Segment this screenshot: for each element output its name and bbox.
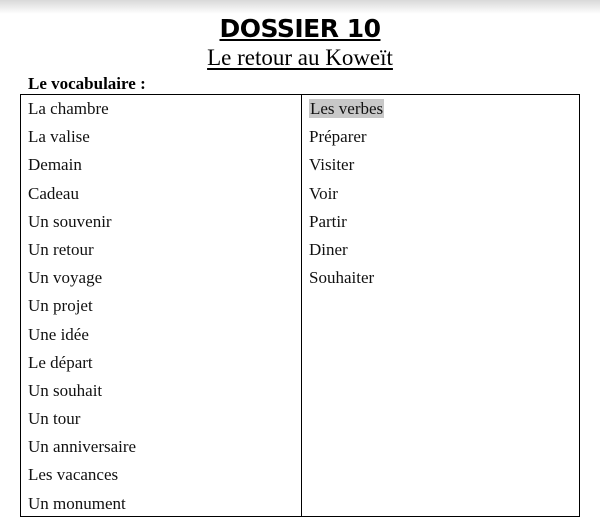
nouns-column xyxy=(21,95,302,516)
list-item: Un souvenir xyxy=(28,211,112,231)
list-item: Un projet xyxy=(28,296,93,316)
page-top-shadow xyxy=(0,0,600,14)
verbs-header-item xyxy=(309,97,579,125)
list-item: Préparer xyxy=(309,127,367,147)
list-item: Un tour xyxy=(28,409,81,429)
list-item: Souhaiter xyxy=(309,268,375,288)
vocabulary-table xyxy=(20,94,580,517)
dossier-title: DOSSIER 10 xyxy=(219,14,381,43)
list-item: Une idée xyxy=(28,324,89,344)
list-item: Voir xyxy=(309,183,338,203)
list-item: Demain xyxy=(28,155,82,175)
lesson-subtitle: Le retour au Koweït xyxy=(207,45,393,70)
list-item: La valise xyxy=(28,127,90,147)
list-item: Partir xyxy=(309,211,347,231)
list-item: Diner xyxy=(309,239,348,259)
list-item: Un anniversaire xyxy=(28,437,137,457)
verbs-header-highlight: Les verbes xyxy=(310,99,384,118)
verbs-column xyxy=(302,95,579,516)
list-item: Un voyage xyxy=(28,268,103,288)
list-item: La chambre xyxy=(28,99,109,118)
list-item: Un souhait xyxy=(28,380,103,400)
verbs-list xyxy=(309,95,579,294)
nouns-list xyxy=(28,95,301,520)
list-item: Un monument xyxy=(28,493,126,513)
vocabulary-section-label: Le vocabulaire : xyxy=(28,74,146,93)
list-item: Les vacances xyxy=(28,465,119,485)
list-item: Le départ xyxy=(28,352,93,372)
list-item: Cadeau xyxy=(28,183,79,203)
list-item: Visiter xyxy=(309,155,355,175)
list-item: Un retour xyxy=(28,239,94,259)
